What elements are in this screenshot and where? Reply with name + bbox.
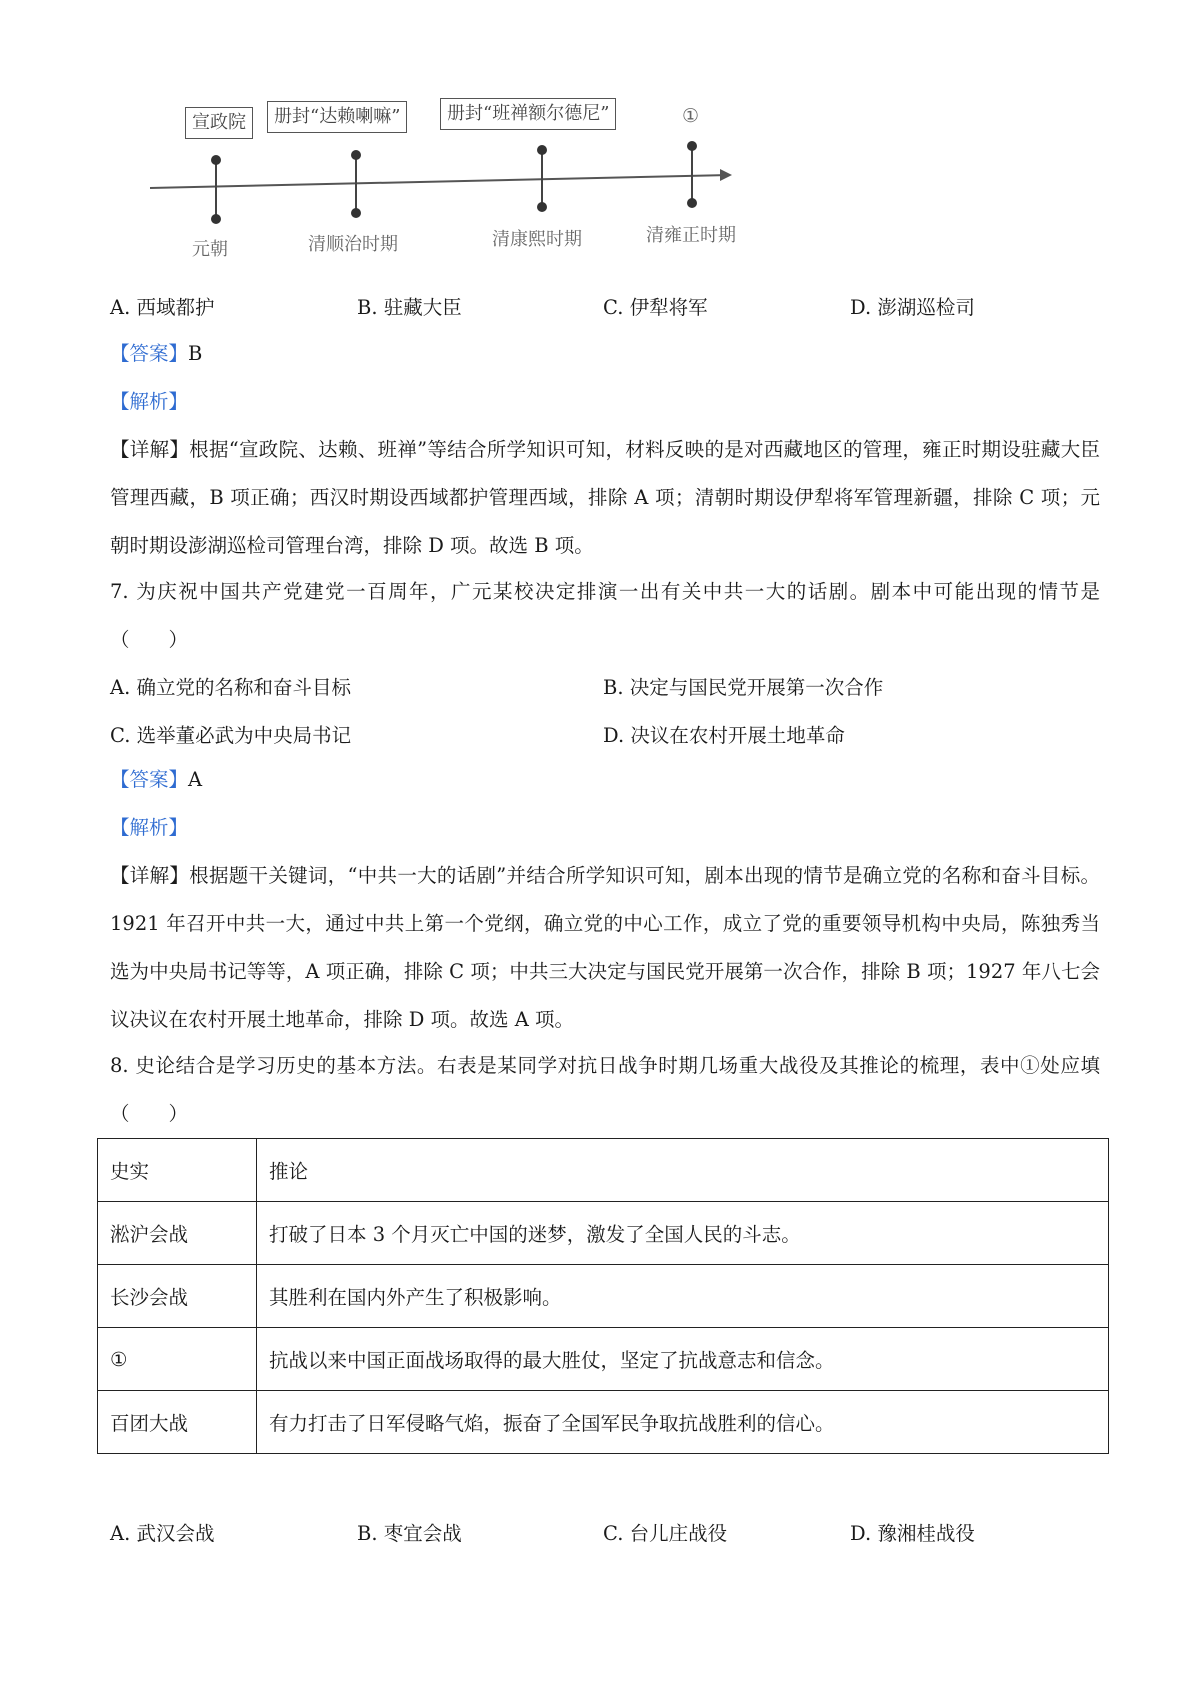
answer-tag: 【答案】 bbox=[110, 342, 189, 365]
option-key: D. bbox=[850, 1522, 872, 1545]
answer-tag: 【答案】 bbox=[110, 768, 189, 791]
q8-option-d[interactable] bbox=[850, 1518, 975, 1546]
timeline-dot bbox=[687, 141, 697, 151]
timeline-event-4: ① bbox=[682, 105, 700, 127]
answer-value: A bbox=[188, 768, 203, 791]
option-text: 选举董必武为中央局书记 bbox=[136, 724, 352, 747]
q6-option-b[interactable] bbox=[357, 292, 462, 320]
timeline-figure bbox=[140, 95, 760, 270]
timeline-dot bbox=[537, 145, 547, 155]
timeline-period-2: 清顺治时期 bbox=[308, 234, 398, 255]
q8-option-a[interactable] bbox=[110, 1518, 215, 1546]
analysis-tag: 【解析】 bbox=[110, 390, 189, 413]
option-text: 决定与国民党开展第一次合作 bbox=[629, 676, 884, 699]
option-key: B. bbox=[603, 676, 624, 699]
q7-option-b[interactable] bbox=[603, 672, 883, 700]
timeline-dot bbox=[537, 202, 547, 212]
option-text: 西域都护 bbox=[136, 296, 215, 319]
answer-value: B bbox=[188, 342, 203, 365]
option-key: C. bbox=[603, 1522, 624, 1545]
q6-analysis-heading bbox=[110, 378, 1100, 426]
timeline-period-1: 元朝 bbox=[192, 239, 228, 260]
table-cell-inference: 打破了日本 3 个月灭亡中国的迷梦，激发了全国人民的斗志。 bbox=[257, 1202, 1109, 1265]
analysis-tag: 【解析】 bbox=[110, 816, 189, 839]
q6-detail bbox=[110, 426, 1100, 570]
table-cell-inference: 其胜利在国内外产生了积极影响。 bbox=[257, 1265, 1109, 1328]
option-text: 伊犁将军 bbox=[629, 296, 708, 319]
option-key: A. bbox=[110, 1522, 131, 1545]
q8-option-b[interactable] bbox=[357, 1518, 462, 1546]
table-header-cell: 推论 bbox=[257, 1139, 1109, 1202]
timeline-dot bbox=[687, 198, 697, 208]
timeline-arrow bbox=[720, 169, 732, 181]
option-text: 豫湘桂战役 bbox=[877, 1522, 975, 1545]
table-cell-inference: 抗战以来中国正面战场取得的最大胜仗，坚定了抗战意志和信念。 bbox=[257, 1328, 1109, 1391]
table-row bbox=[98, 1202, 1109, 1265]
option-key: B. bbox=[357, 1522, 378, 1545]
timeline-axis bbox=[150, 175, 730, 188]
option-text: 决议在农村开展土地革命 bbox=[630, 724, 845, 747]
q8-table bbox=[97, 1138, 1109, 1454]
timeline-period-3: 清康熙时期 bbox=[492, 229, 582, 250]
option-key: C. bbox=[603, 296, 624, 319]
q6-option-a[interactable] bbox=[110, 292, 215, 320]
timeline-event-3: 册封“班禅额尔德尼” bbox=[440, 98, 616, 130]
table-row bbox=[98, 1328, 1109, 1391]
timeline-dot bbox=[351, 208, 361, 218]
q7-detail bbox=[110, 852, 1100, 1044]
option-key: D. bbox=[850, 296, 872, 319]
option-text: 确立党的名称和奋斗目标 bbox=[136, 676, 351, 699]
option-key: D. bbox=[603, 724, 625, 747]
table-cell-fact: 淞沪会战 bbox=[98, 1202, 257, 1265]
option-text: 枣宜会战 bbox=[383, 1522, 462, 1545]
q7-stem: 7. 为庆祝中国共产党建党一百周年，广元某校决定排演一出有关中共一大的话剧。剧本中可能出现的情节是（ ） bbox=[110, 580, 1100, 651]
table-row bbox=[98, 1265, 1109, 1328]
option-key: C. bbox=[110, 724, 131, 747]
timeline-period-4: 清雍正时期 bbox=[646, 225, 736, 246]
table-row bbox=[98, 1391, 1109, 1454]
q7-answer bbox=[110, 756, 1100, 804]
table-header-cell: 史实 bbox=[98, 1139, 257, 1202]
option-key: A. bbox=[110, 296, 131, 319]
q7-option-c[interactable] bbox=[110, 720, 351, 748]
q8-stem: 8. 史论结合是学习历史的基本方法。右表是某同学对抗日战争时期几场重大战役及其推论的梳理，表中①处应填（ ） bbox=[110, 1054, 1100, 1125]
timeline-event-2: 册封“达赖喇嘛” bbox=[267, 101, 407, 133]
q6-option-d[interactable] bbox=[850, 292, 975, 320]
option-key: B. bbox=[357, 296, 378, 319]
q6-option-c[interactable] bbox=[603, 292, 708, 320]
option-text: 驻藏大臣 bbox=[383, 296, 462, 319]
option-key: A. bbox=[110, 676, 131, 699]
table-cell-fact: 长沙会战 bbox=[98, 1265, 257, 1328]
detail-text: 根据“宣政院、达赖、班禅”等结合所学知识可知，材料反映的是对西藏地区的管理，雍正时期设驻藏大臣管理西藏，B 项正确；西汉时期设西域都护管理西域，排除 A 项；清朝时期设伊犁将军管理新疆，排除 C 项；元朝时期设澎湖巡检司管理台湾，排除 D 项。故选 B 项。 bbox=[110, 438, 1100, 557]
table-cell-fact: 百团大战 bbox=[98, 1391, 257, 1454]
table-cell-inference: 有力打击了日军侵略气焰，振奋了全国军民争取抗战胜利的信心。 bbox=[257, 1391, 1109, 1454]
detail-text: 根据题干关键词，“中共一大的话剧”并结合所学知识可知，剧本出现的情节是确立党的名称和奋斗目标。1921 年召开中共一大，通过中共上第一个党纲，确立党的中心工作，成立了党的重要领导机构中央局，陈独秀当选为中央局书记等等，A 项正确，排除 C 项；中共三大决定与国民党开展第一次合作，排除 B 项；1927 年八七会议决议在农村开展土地革命，排除 D 项。故选 A 项。 bbox=[110, 864, 1100, 1031]
q8-option-c[interactable] bbox=[603, 1518, 727, 1546]
q7-option-a[interactable] bbox=[110, 672, 351, 700]
detail-tag: 【详解】 bbox=[110, 438, 190, 461]
timeline-event-1: 宣政院 bbox=[185, 107, 253, 139]
table-header-row bbox=[98, 1139, 1109, 1202]
timeline-dot bbox=[211, 155, 221, 165]
q6-answer bbox=[110, 330, 1100, 378]
detail-tag: 【详解】 bbox=[110, 864, 190, 887]
q7-option-d[interactable] bbox=[603, 720, 845, 748]
q7-analysis-heading bbox=[110, 804, 1100, 852]
option-text: 澎湖巡检司 bbox=[877, 296, 975, 319]
timeline-dot bbox=[351, 150, 361, 160]
table-cell-fact: ① bbox=[98, 1328, 257, 1391]
timeline-dot bbox=[211, 214, 221, 224]
option-text: 台儿庄战役 bbox=[629, 1522, 728, 1545]
option-text: 武汉会战 bbox=[136, 1522, 215, 1545]
